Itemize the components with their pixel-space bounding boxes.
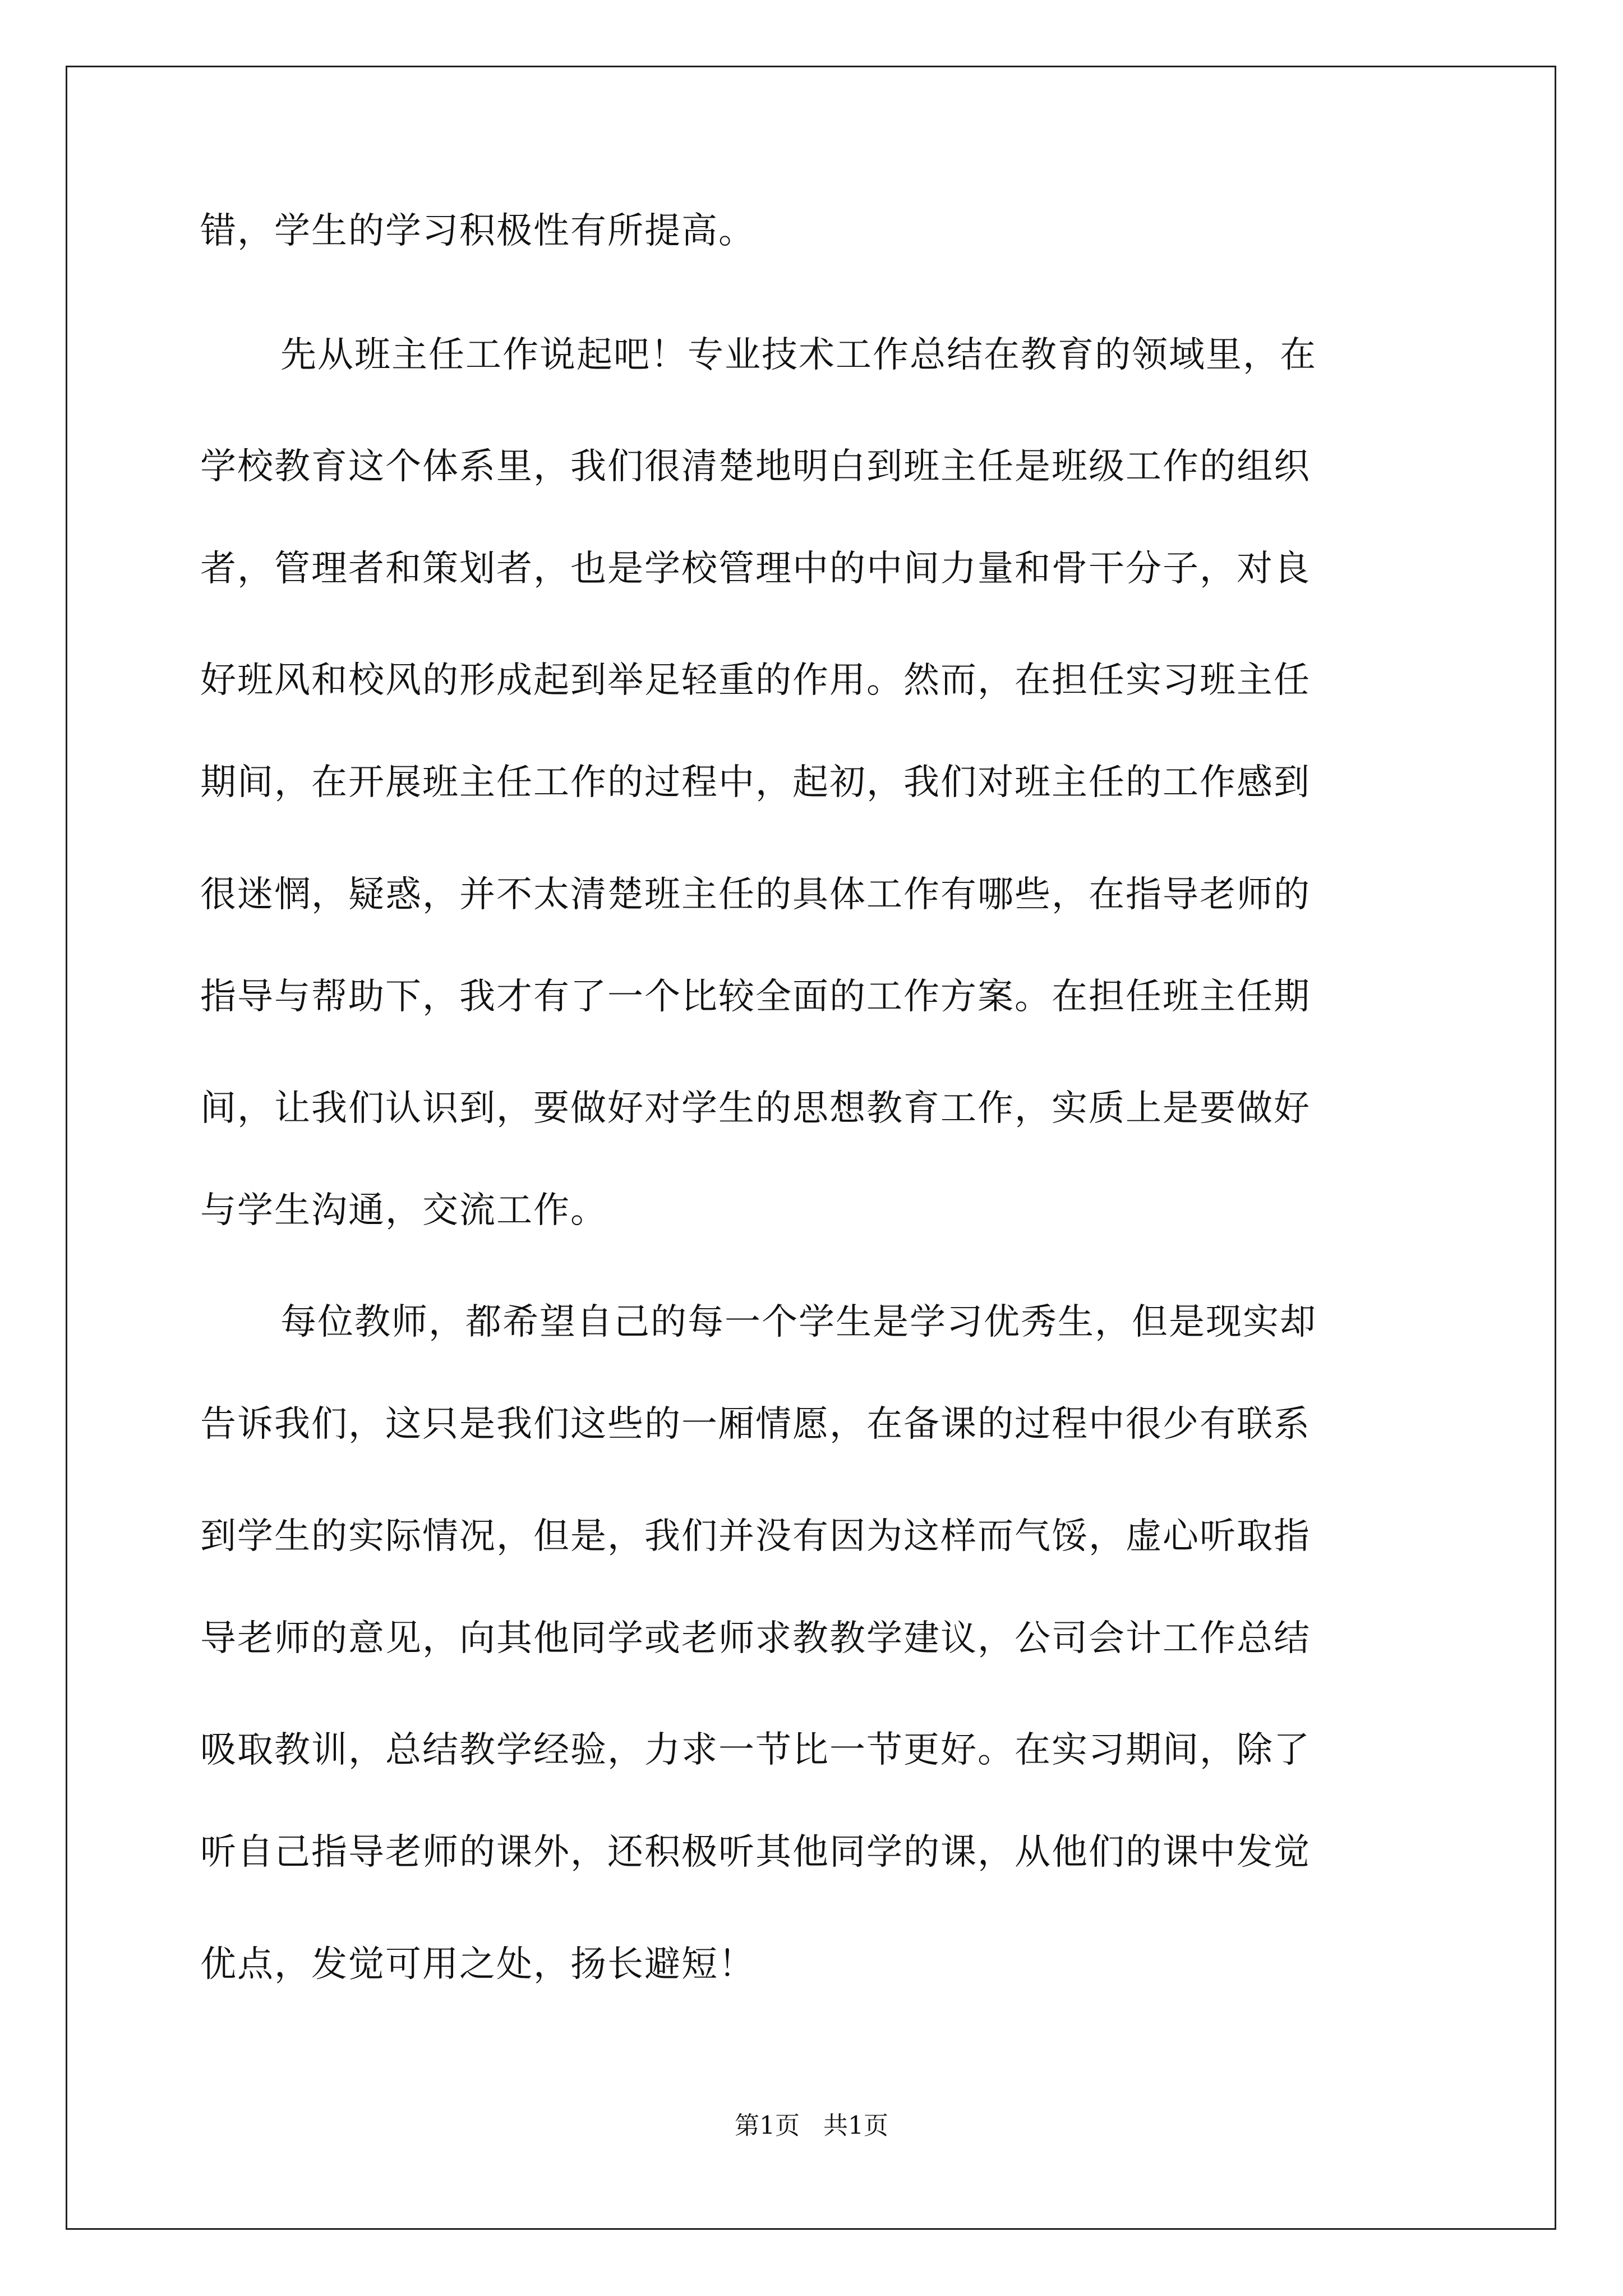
text-line: 指导与帮助下，我才有了一个比较全面的工作方案。在担任班主任期 <box>200 976 1311 1018</box>
text-line: 到学生的实际情况，但是，我们并没有因为这样而气馁，虚心听取指 <box>200 1516 1311 1557</box>
text-line: 吸取教训，总结教学经验，力求一节比一节更好。在实习期间，除了 <box>200 1729 1311 1771</box>
paragraph-start-line: 先从班主任工作说起吧！专业技术工作总结在教育的领域里，在 <box>280 334 1317 376</box>
text-line: 很迷惘，疑惑，并不太清楚班主任的具体工作有哪些，在指导老师的 <box>200 874 1311 915</box>
text-line: 听自己指导老师的课外，还积极听其他同学的课，从他们的课中发觉 <box>200 1832 1311 1873</box>
page-border <box>66 66 1556 2230</box>
text-line: 与学生沟通，交流工作。 <box>200 1190 607 1231</box>
text-line: 导老师的意见，向其他同学或老师求教教学建议，公司会计工作总结 <box>200 1618 1311 1659</box>
text-line: 优点，发觉可用之处，扬长避短！ <box>200 1944 755 1985</box>
text-line: 间，让我们认识到，要做好对学生的思想教育工作，实质上是要做好 <box>200 1088 1311 1129</box>
text-line: 好班风和校风的形成起到举足轻重的作用。然而，在担任实习班主任 <box>200 660 1311 701</box>
text-line: 学校教育这个体系里，我们很清楚地明白到班主任是班级工作的组织 <box>200 446 1311 487</box>
page-number: 第1页 共1页 <box>735 2111 888 2140</box>
text-line: 错，学生的学习积极性有所提高。 <box>200 210 755 252</box>
paragraph-start-line: 每位教师，都希望自己的每一个学生是学习优秀生，但是现实却 <box>280 1301 1317 1343</box>
text-line: 告诉我们，这只是我们这些的一厢情愿，在备课的过程中很少有联系 <box>200 1404 1311 1445</box>
text-line: 者，管理者和策划者，也是学校管理中的中间力量和骨干分子，对良 <box>200 548 1311 590</box>
text-line: 期间，在开展班主任工作的过程中，起初，我们对班主任的工作感到 <box>200 762 1311 803</box>
